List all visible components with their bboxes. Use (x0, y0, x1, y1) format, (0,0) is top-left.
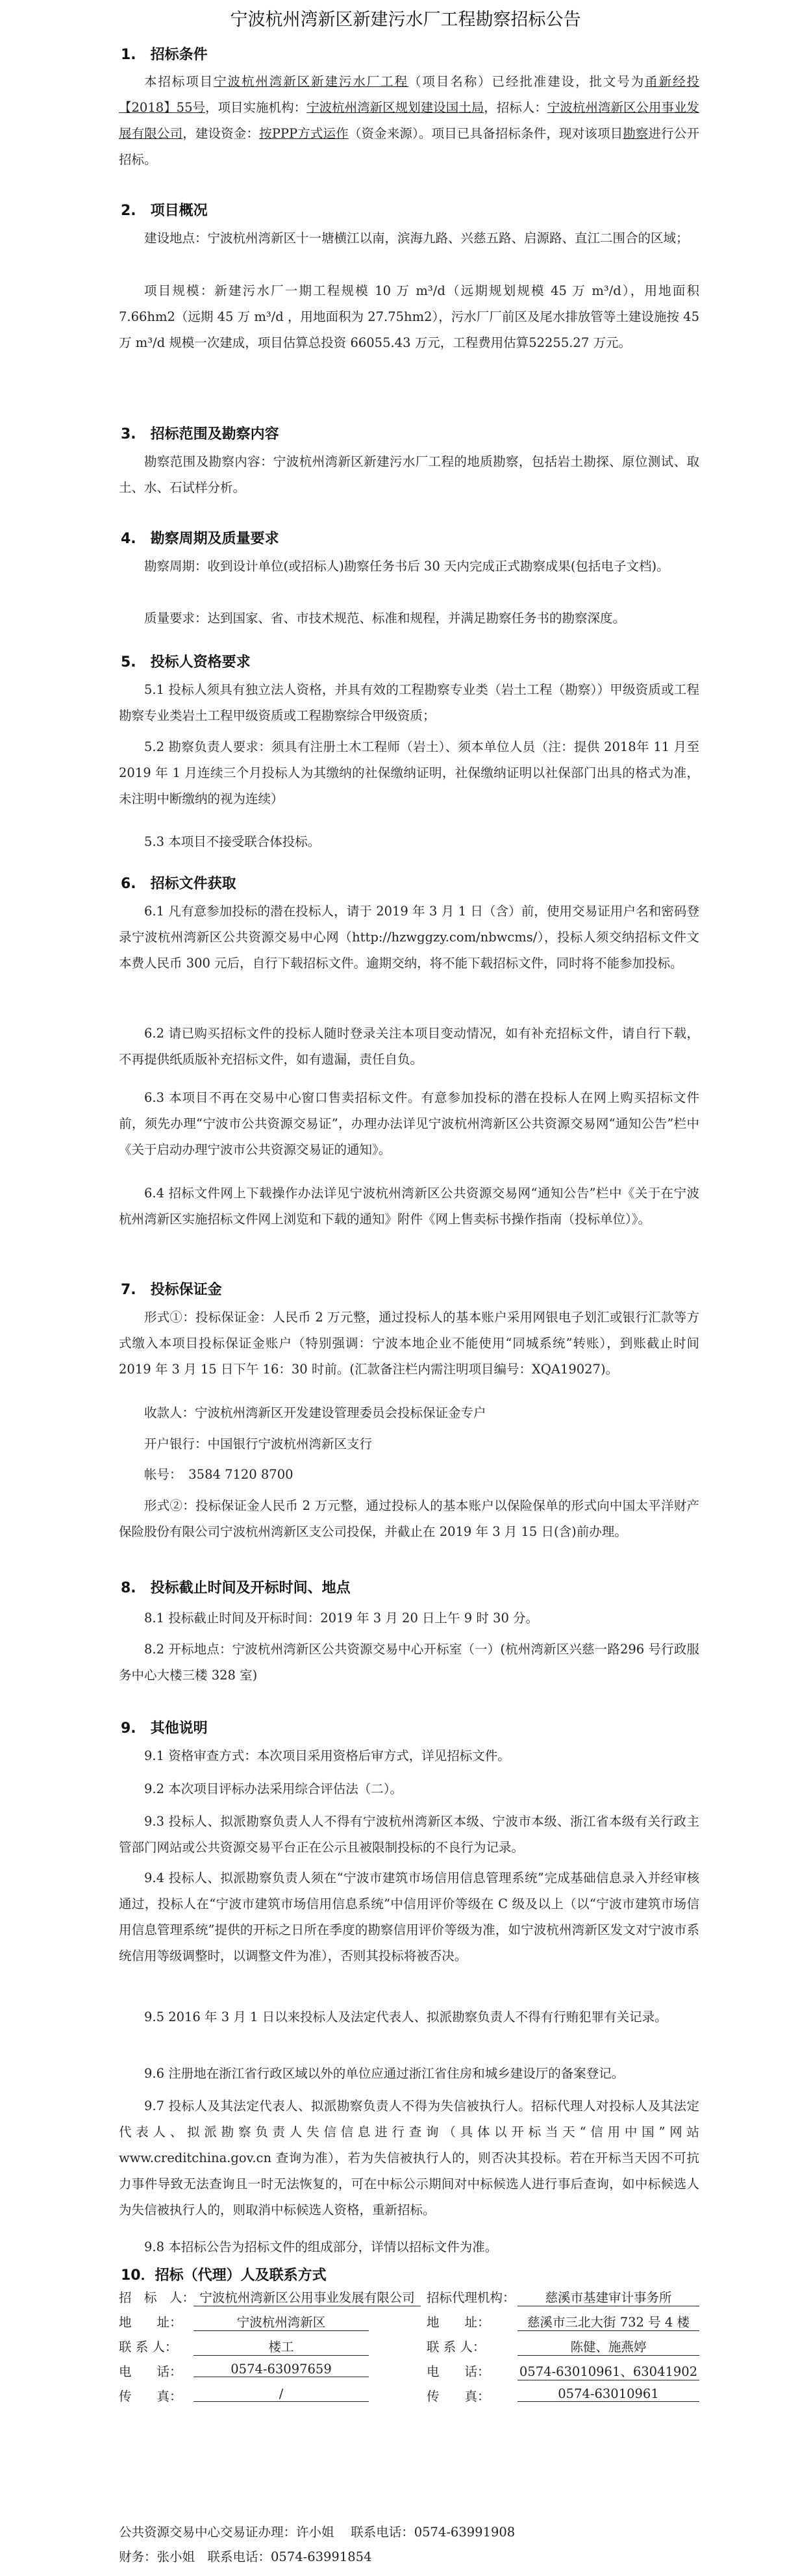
fax-value: / (193, 2386, 369, 2402)
section-4-para-2: 质量要求：达到国家、省、市技术规范、标准和规程，并满足勘察任务书的勘察深度。 (144, 611, 626, 626)
tenderer-value: 宁波杭州湾新区公用事业发展有限公司 (193, 2288, 421, 2306)
section-1-para (119, 69, 699, 173)
agent-address-label: 地 址： (427, 2315, 490, 2330)
section-3-para-1: 勘察范围及勘察内容：宁波杭州湾新区新建污水厂工程的地质勘察，包括岩土勘探、原位测试、取土、水、石试样分析。 (119, 454, 699, 495)
section-7-para-2: 收款人：宁波杭州湾新区开发建设管理委员会投标保证金专户 (144, 1405, 486, 1420)
section-9-para-3: 9.3 投标人、拟派勘察负责人人不得有宁波杭州湾新区本级、宁波市本级、浙江省本级有关行政主管部门网站或公共资源交易平台正在公示且被限制投标的不良行为记录。 (119, 1814, 699, 1855)
section-9-para-5: 9.5 2016 年 3 月 1 日以来投标人及法定代表人、拟派勘察负责人不得有行贿犯罪有关记录。 (144, 2009, 668, 2024)
agent-fax-label: 传 真： (427, 2389, 490, 2404)
fax-label: 传 真： (119, 2389, 182, 2404)
funding-source: 按PPP方式运作 (259, 126, 349, 141)
section-4-para-1: 勘察周期：收到设计单位(或招标人)勘察任务书后 30 天内完成正式勘察成果(包括电子文档)。 (144, 559, 669, 574)
section-8-heading: 8. 投标截止时间及开标时间、地点 (121, 1580, 351, 1596)
tenderer-label: 招 标 人： (119, 2290, 195, 2305)
section-6-para-3: 6.3 本项目不再在交易中心窗口售卖招标文件。有意参加投标的潜在投标人在网上购买招标文件前，须先办理“宁波市公共资源交易证”，办理办法详见宁波杭州湾新区公共资源交易网“通知公告”栏中《关于启动办理宁波市公共资源交易证的通知》。 (119, 1090, 699, 1157)
address-value: 宁波杭州湾新区 (193, 2312, 369, 2331)
section-2-heading: 2. 项目概况 (121, 203, 208, 219)
section-9-para-7: 9.7 投标人及其法定代表人、拟派勘察负责人不得为失信被执行人。招标代理人对投标人及其法定代表人、拟派勘察负责人失信信息进行查询（具体以开标当天“信用中国”网站www.creditchina.gov.cn 查询为准），若为失信被执行人的，则否决其投标。若在开标当天因不可抗力事件导致无法查询且一时无法恢复的，可在中标公示期间对中标候选人进行事后查询，如中标候选人为失信被执行人的，则取消中标候选人资格，重新招标。 (119, 2098, 699, 2217)
section-3-heading: 3. 招标范围及勘察内容 (121, 426, 279, 442)
address-label: 地 址： (119, 2315, 182, 2330)
agent-phone-value: 0574-63010961、63041902 (518, 2362, 699, 2380)
section-7-heading: 7. 投标保证金 (121, 1282, 222, 1298)
bid-type: 勘察 (623, 126, 649, 141)
section-9-para-1: 9.1 资格审查方式：本次项目采用资格后审方式，详见招标文件。 (144, 1748, 510, 1763)
section-7-para-1: 形式①：投标保证金：人民币 2 万元整，通过投标人的基本账户采用网银电子划汇或银行汇款等方式缴入本项目投标保证金账户（特别强调：宁波本地企业不能使用“同城系统”转账），到账截止时间 2019 年 3 月 15 日下午 16：30 时前。(汇款备注栏内需注明项目编号：XQA19027)。 (119, 1310, 699, 1377)
agent-value: 慈溪市基建审计事务所 (518, 2288, 699, 2306)
section-2-para-2: 项目规模：新建污水厂一期工程规模 10 万 m³/d（远期规划规模 45 万 m³/d），用地面积 7.66hm2（远期 45 万 m³/d ，用地面积为 27.75hm2），污水厂厂前区及尾水排放管等土建设施按 45 万 m³/d 规模一次建成，项目估算总投资 66055.43 万元，工程费用估算52255.27 万元。 (119, 283, 699, 350)
section-7-para-4: 帐号： 3584 7120 8700 (144, 1467, 293, 1482)
section-10-heading: 10．招标（代理）人及联系方式 (121, 2267, 327, 2284)
text-fragment: （项目名称）已经批准建设，批文号为 (408, 74, 645, 89)
section-4-heading: 4. 勘察周期及质量要求 (121, 531, 279, 547)
agent-contact-value: 陈健、施燕婷 (518, 2337, 699, 2356)
text-fragment: ，项目实施机构： (205, 100, 307, 115)
approval-number: 甬新经投【2018】55号 (119, 74, 699, 115)
agent-address-value: 慈溪市三北大街 732 号 4 楼 (518, 2312, 699, 2331)
section-9-para-8: 9.8 本招标公告为招标文件的组成部分，详情以招标文件为准。 (144, 2239, 498, 2254)
section-9-heading: 9. 其他说明 (121, 1720, 208, 1737)
text-fragment: （资金来源）。项目已具备招标条件，现对该项目 (348, 126, 623, 141)
section-5-para-1: 5.1 投标人须具有独立法人资格，并具有效的工程勘察专业类（岩土工程（勘察））甲级资质或工程勘察专业类岩土工程甲级资质或工程勘察综合甲级资质； (119, 682, 699, 723)
section-2-para-1: 建设地点：宁波杭州湾新区十一塘横江以南，滨海九路、兴慈五路、启源路、直江二围合的区域； (144, 231, 689, 246)
text-fragment: 本招标项目 (144, 74, 214, 89)
section-9-para-4: 9.4 投标人、拟派勘察负责人须在“宁波市建筑市场信用信息管理系统”完成基础信息录入并经审核通过，投标人在“宁波市建筑市场信用信息系统”中信用评价等级在 C 级及以上（以“宁波市建筑市场信用信息管理系统”提供的开标之日所在季度的勘察信用评价等级为准，如宁波杭州湾新区发文对宁波市系统信用等级调整时，以调整文件为准），否则其投标将被否决。 (119, 1870, 699, 1963)
text-fragment: ，招标人： (484, 100, 547, 115)
agent-fax-value: 0574-63010961 (518, 2386, 699, 2402)
section-9-para-2: 9.2 本次项目评标办法采用综合评估法（二）。 (144, 1781, 403, 1796)
phone-label: 电 话： (119, 2364, 182, 2379)
text-fragment: ，建设资金： (182, 126, 260, 141)
section-7-para-3: 开户银行：中国银行宁波杭州湾新区支行 (144, 1436, 373, 1451)
implementing-org: 宁波杭州湾新区规划建设国土局 (306, 100, 484, 115)
section-9-para-6: 9.6 注册地在浙江省行政区域以外的单位应通过浙江省住房和城乡建设厅的备案登记。 (144, 2066, 625, 2081)
section-1-heading: 1. 招标条件 (121, 47, 208, 63)
phone-value: 0574-63097659 (193, 2362, 369, 2377)
section-8-para-1: 8.1 投标截止时间及开标时间：2019 年 3 月 20 日上午 9 时 30 分。 (144, 1611, 539, 1626)
section-6-para-1: 6.1 凡有意参加投标的潜在投标人，请于 2019 年 3 月 1 日（含）前，使用交易证用户名和密码登录宁波杭州湾新区公共资源交易中心网（http://hzwggzy.com/nbwcms/），投标人须交纳招标文件文本费人民币 300 元后，自行下载招标文件。逾期交纳，将不能下载招标文件，同时将不能参加投标。 (119, 904, 699, 971)
contact-value: 楼工 (193, 2337, 369, 2356)
section-5-heading: 5. 投标人资格要求 (121, 654, 251, 670)
section-6-para-2: 6.2 请已购买招标文件的投标人随时登录关注本项目变动情况，如有补充招标文件，请自行下载，不再提供纸质版补充招标文件，如有遗漏，责任自负。 (119, 1026, 699, 1067)
project-name: 宁波杭州湾新区新建污水厂工程 (214, 74, 409, 89)
section-6-para-4: 6.4 招标文件网上下载操作办法详见宁波杭州湾新区公共资源交易网“通知公告”栏中《关于在宁波杭州湾新区实施招标文件网上浏览和下载的通知》附件《网上售卖标书操作指南（投标单位）》。 (119, 1186, 699, 1227)
agent-phone-label: 电 话： (427, 2364, 490, 2379)
section-5-para-3: 5.3 本项目不接受联合体投标。 (144, 834, 321, 849)
agent-contact-label: 联 系 人： (427, 2340, 486, 2354)
section-5-para-2: 5.2 勘察负责人要求：须具有注册土木工程师（岩土）、须本单位人员（注：提供 2018年 11 月至 2019 年 1 月连续三个月投标人为其缴纳的社保缴纳证明，社保缴纳证明以社保部门出具的格式为准，未注明中断缴纳的视为连续） (119, 739, 699, 806)
footer-line-2: 财务：张小姐 联系电话：0574-63991854 (119, 2549, 372, 2564)
agent-label: 招标代理机构： (427, 2290, 516, 2305)
text-fragment: 进行公开招标。 (119, 126, 699, 167)
page-title: 宁波杭州湾新区新建污水厂工程勘察招标公告 (230, 10, 581, 30)
contact-label: 联 系 人： (119, 2340, 178, 2354)
section-7-para-5: 形式②：投标保证金人民币 2 万元整，通过投标人的基本账户以保险保单的形式向中国太平洋财产保险股份有限公司宁波杭州湾新区支公司投保，并截止在 2019 年 3 月 15 日(含)前办理。 (119, 1498, 699, 1539)
footer-line-1: 公共资源交易中心交易证办理：许小姐 联系电话：0574-63991908 (119, 2525, 516, 2540)
section-6-heading: 6. 招标文件获取 (121, 876, 236, 892)
section-8-para-2: 8.2 开标地点：宁波杭州湾新区公共资源交易中心开标室（一）(杭州湾新区兴慈一路296 号行政服务中心大楼三楼 328 室) (119, 1642, 699, 1683)
tenderer-name: 宁波杭州湾新区公用事业发展有限公司 (119, 100, 699, 141)
